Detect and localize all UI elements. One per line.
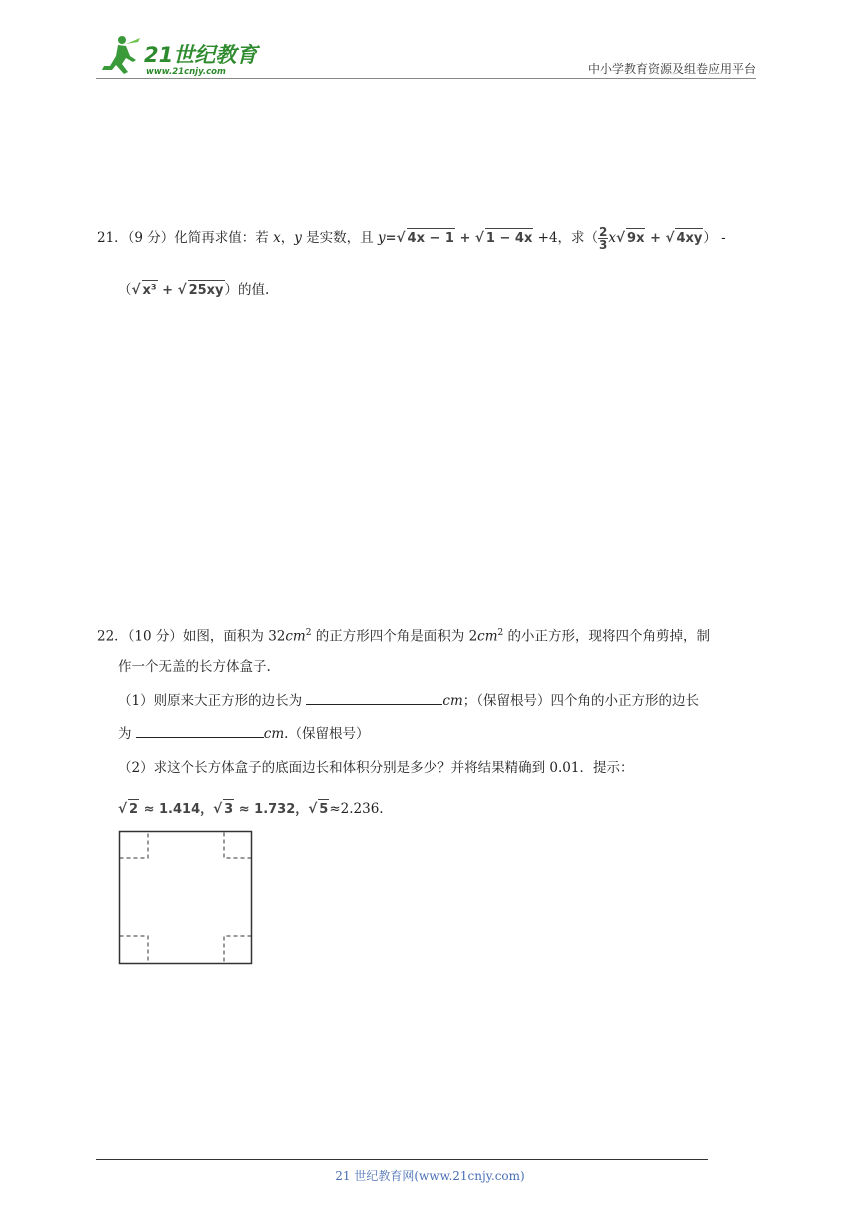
square-corners-figure [118,830,254,966]
q21-line2: （√ x³ + √ 25xy）的值. [118,280,269,301]
footer-divider [96,1159,708,1160]
header-divider [96,78,756,79]
logo-url: www.21cnjy.com [146,67,226,77]
header-platform-text: 中小学教育资源及组卷应用平台 [587,62,756,76]
sqrt-1-4x: 1 − 4x [485,228,533,249]
logo-text: 21世纪教育 [144,43,258,67]
q22-line1: 22．（10 分）如图，面积为 $32cm^2$ 的正方形四个角是面积为 $2cm^2$ 的小正方形，现将四个角剪掉，制 [97,628,711,645]
sqrt-25xy: 25xy [188,280,225,301]
site-logo [96,34,266,80]
footer-text: 21 世纪教育网(www.21cnjy.com) [335,1169,525,1183]
sqrt-4xy: 4xy [675,228,703,249]
q22-part1-line2: 为 cm.（保留根号） [118,726,370,742]
sqrt-9x: 9x [626,228,645,249]
q22-part1-line1: （1）则原来大正方形的边长为 cm；（保留根号）四个角的小正方形的边长 [118,693,700,709]
answer-blank-1[interactable] [306,692,442,705]
answer-blank-2[interactable] [136,725,264,738]
q21-line1: 21．（9 分）化简再求值：若 x，y 是实数，且 y=√ 4x − 1 + √ 1 − 4x +4，求（ $\frac{2}{3}$ x√ 9x + √ 4xy） - [97,225,726,252]
sqrt-4x-1: 4x − 1 [407,228,455,249]
q22-hint: √ 2 ≈ 1.414，√ 3 ≈ 1.732，√ 5≈2.236. [118,799,384,820]
fraction-2-3: $\frac{2}{3}$ [599,225,608,252]
sqrt-x3: x³ [142,280,158,301]
q22-part2: （2）求这个长方体盒子的底面边长和体积分别是多少？并将结果精确到 0.01．提示： [118,760,634,776]
q22-line2: 作一个无盖的长方体盒子. [118,659,271,675]
